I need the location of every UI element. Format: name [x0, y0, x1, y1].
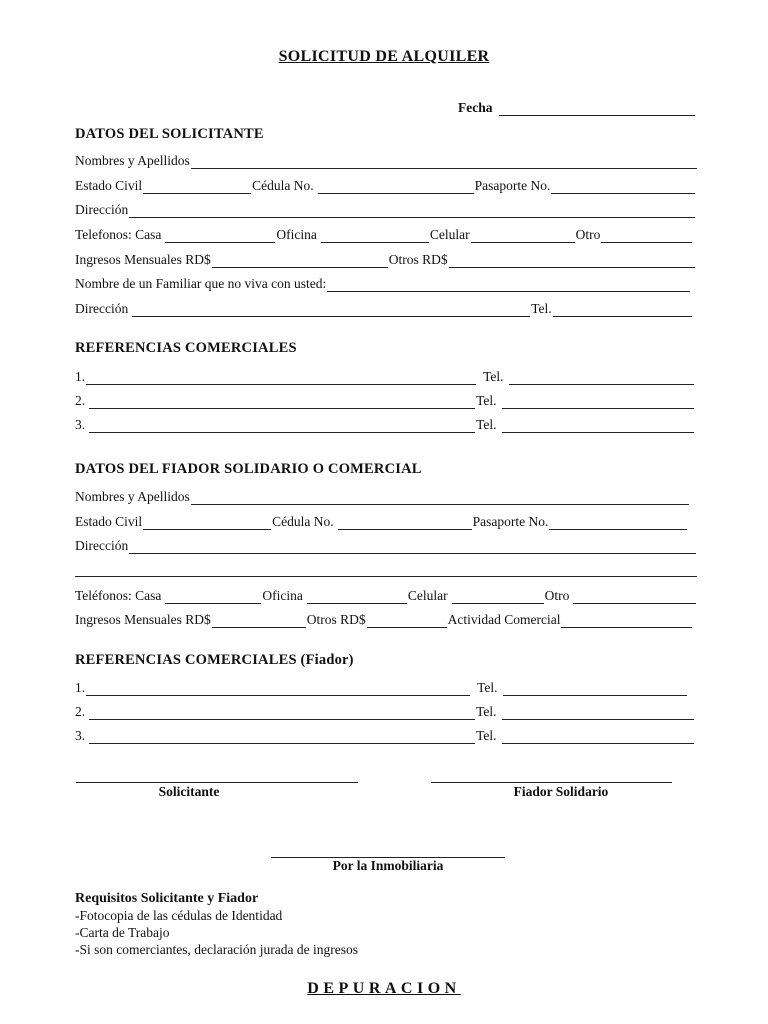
ingresos-field[interactable] [212, 254, 388, 268]
cedula-field[interactable] [318, 180, 474, 194]
ref-tel-label: Tel. [476, 704, 497, 719]
ref-number: 2. [75, 393, 86, 408]
ref-field[interactable] [86, 682, 470, 696]
otro-field[interactable] [601, 229, 692, 243]
ingresos-label: Ingresos Mensuales RD$ [75, 252, 211, 267]
ref-tel-field[interactable] [502, 395, 694, 409]
ref-row-2 [75, 391, 695, 409]
fiador-nombres-row [75, 487, 690, 505]
ref-tel-field[interactable] [509, 371, 694, 385]
fiador-nombres-label: Nombres y Apellidos [75, 489, 190, 504]
solicitante-telefonos-row [75, 225, 693, 243]
fiador-signature-label: Fiador Solidario [513, 784, 609, 799]
fiador-estado-civil-field[interactable] [143, 516, 271, 530]
fiador-ingresos-field[interactable] [212, 614, 306, 628]
solicitante-ingresos-row [75, 250, 696, 268]
section-solicitante: DATOS DEL SOLICITANTE [75, 126, 264, 142]
ref-tel-label: Tel. [483, 369, 504, 384]
ref-fiador-row-1 [75, 678, 688, 696]
requisito-item: -Si son comerciantes, declaración jurada de ingresos [75, 942, 359, 957]
ref-tel-label: Tel. [476, 417, 497, 432]
form-title: SOLICITUD DE ALQUILER [278, 48, 490, 65]
ref-number: 2. [75, 704, 86, 719]
solicitante-direccion2-row [75, 299, 693, 317]
direccion-label: Dirección [75, 202, 129, 217]
otros-rd-label: Otros RD$ [388, 252, 448, 267]
fecha-label: Fecha [458, 100, 493, 115]
fiador-otros-rd-field[interactable] [367, 614, 447, 628]
fiador-otro-label: Otro [544, 588, 570, 603]
direccion2-field[interactable] [132, 303, 530, 317]
casa-field[interactable] [165, 229, 275, 243]
fiador-estado-civil-label: Estado Civil [75, 514, 143, 529]
fecha-row [458, 98, 696, 116]
ref-field[interactable] [89, 730, 475, 744]
fiador-signature-line[interactable] [431, 781, 672, 783]
ref-field[interactable] [89, 395, 475, 409]
estado-civil-field[interactable] [143, 180, 251, 194]
oficina-label: Oficina [276, 227, 317, 242]
fiador-pasaporte-label: Pasaporte No. [472, 514, 549, 529]
fiador-direccion-field[interactable] [129, 540, 696, 554]
estado-civil-label: Estado Civil [75, 178, 143, 193]
solicitante-signature-label: Solicitante [158, 784, 220, 799]
inmobiliaria-signature-label: Por la Inmobiliaria [332, 858, 444, 873]
fiador-direccion-row [75, 536, 697, 554]
ref-row-1 [75, 367, 695, 385]
fecha-field[interactable] [499, 102, 696, 116]
oficina-field[interactable] [321, 229, 429, 243]
celular-label: Celular [429, 227, 470, 242]
section-ref-comerciales: REFERENCIAS COMERCIALES [75, 340, 297, 356]
ref-number: 3. [75, 417, 86, 432]
otros-rd-field[interactable] [449, 254, 695, 268]
ref-tel-field[interactable] [502, 706, 694, 720]
solicitante-direccion-row [75, 200, 696, 218]
ref-field[interactable] [86, 371, 476, 385]
requisito-item: -Fotocopia de las cédulas de Identidad [75, 908, 283, 923]
solicitante-familiar-row [75, 274, 691, 292]
fiador-celular-label: Celular [407, 588, 448, 603]
solicitante-estado-row [75, 176, 696, 194]
fiador-direccion-extra-line[interactable] [75, 575, 697, 577]
ref-row-3 [75, 415, 695, 433]
telefonos-casa-label: Telefonos: Casa [75, 227, 162, 242]
fiador-cedula-label: Cédula No. [272, 514, 334, 529]
section-ref-fiador: REFERENCIAS COMERCIALES (Fiador) [75, 652, 354, 668]
fiador-casa-field[interactable] [165, 590, 261, 604]
ref-tel-field[interactable] [502, 419, 694, 433]
fiador-oficina-label: Oficina [262, 588, 303, 603]
section-fiador: DATOS DEL FIADOR SOLIDARIO O COMERCIAL [75, 461, 422, 477]
depuracion-heading: DEPURACION [307, 980, 461, 997]
ref-tel-label: Tel. [476, 393, 497, 408]
actividad-label: Actividad Comercial [447, 612, 561, 627]
direccion-field[interactable] [129, 204, 695, 218]
ref-fiador-row-2 [75, 702, 695, 720]
celular-field[interactable] [471, 229, 575, 243]
ref-tel-label: Tel. [476, 728, 497, 743]
fiador-estado-row [75, 512, 688, 530]
solicitante-signature-line[interactable] [76, 781, 358, 783]
fiador-telefonos-row [75, 586, 697, 604]
ref-field[interactable] [89, 419, 475, 433]
fiador-telefonos-casa-label: Teléfonos: Casa [75, 588, 162, 603]
ref-number: 1. [75, 680, 86, 695]
fiador-ingresos-label: Ingresos Mensuales RD$ [75, 612, 211, 627]
ref-tel-field[interactable] [503, 682, 687, 696]
ref-number: 3. [75, 728, 86, 743]
familiar-field[interactable] [327, 278, 690, 292]
fiador-pasaporte-field[interactable] [549, 516, 687, 530]
pasaporte-field[interactable] [551, 180, 695, 194]
fiador-otros-rd-label: Otros RD$ [306, 612, 366, 627]
nombres-field[interactable] [191, 155, 697, 169]
cedula-label: Cédula No. [252, 178, 314, 193]
tel-field[interactable] [553, 303, 692, 317]
fiador-direccion-label: Dirección [75, 538, 129, 553]
fiador-oficina-field[interactable] [307, 590, 407, 604]
ref-number: 1. [75, 369, 86, 384]
nombres-label: Nombres y Apellidos [75, 153, 190, 168]
fiador-nombres-field[interactable] [191, 491, 689, 505]
ref-field[interactable] [89, 706, 475, 720]
solicitante-nombres-row [75, 151, 698, 169]
ref-tel-label: Tel. [477, 680, 498, 695]
fiador-celular-field[interactable] [452, 590, 544, 604]
requisito-item: -Carta de Trabajo [75, 925, 170, 940]
requisitos-title: Requisitos Solicitante y Fiador [75, 891, 259, 906]
ref-fiador-row-3 [75, 726, 695, 744]
actividad-field[interactable] [561, 614, 692, 628]
fiador-ingresos-row [75, 610, 693, 628]
familiar-label: Nombre de un Familiar que no viva con usted: [75, 276, 327, 291]
direccion2-label: Dirección [75, 301, 129, 316]
fiador-otro-field[interactable] [573, 590, 696, 604]
pasaporte-label: Pasaporte No. [474, 178, 551, 193]
ref-tel-field[interactable] [502, 730, 694, 744]
fiador-cedula-field[interactable] [338, 516, 472, 530]
requisitos-block [75, 891, 358, 958]
tel-label: Tel. [531, 301, 552, 316]
otro-label: Otro [575, 227, 601, 242]
